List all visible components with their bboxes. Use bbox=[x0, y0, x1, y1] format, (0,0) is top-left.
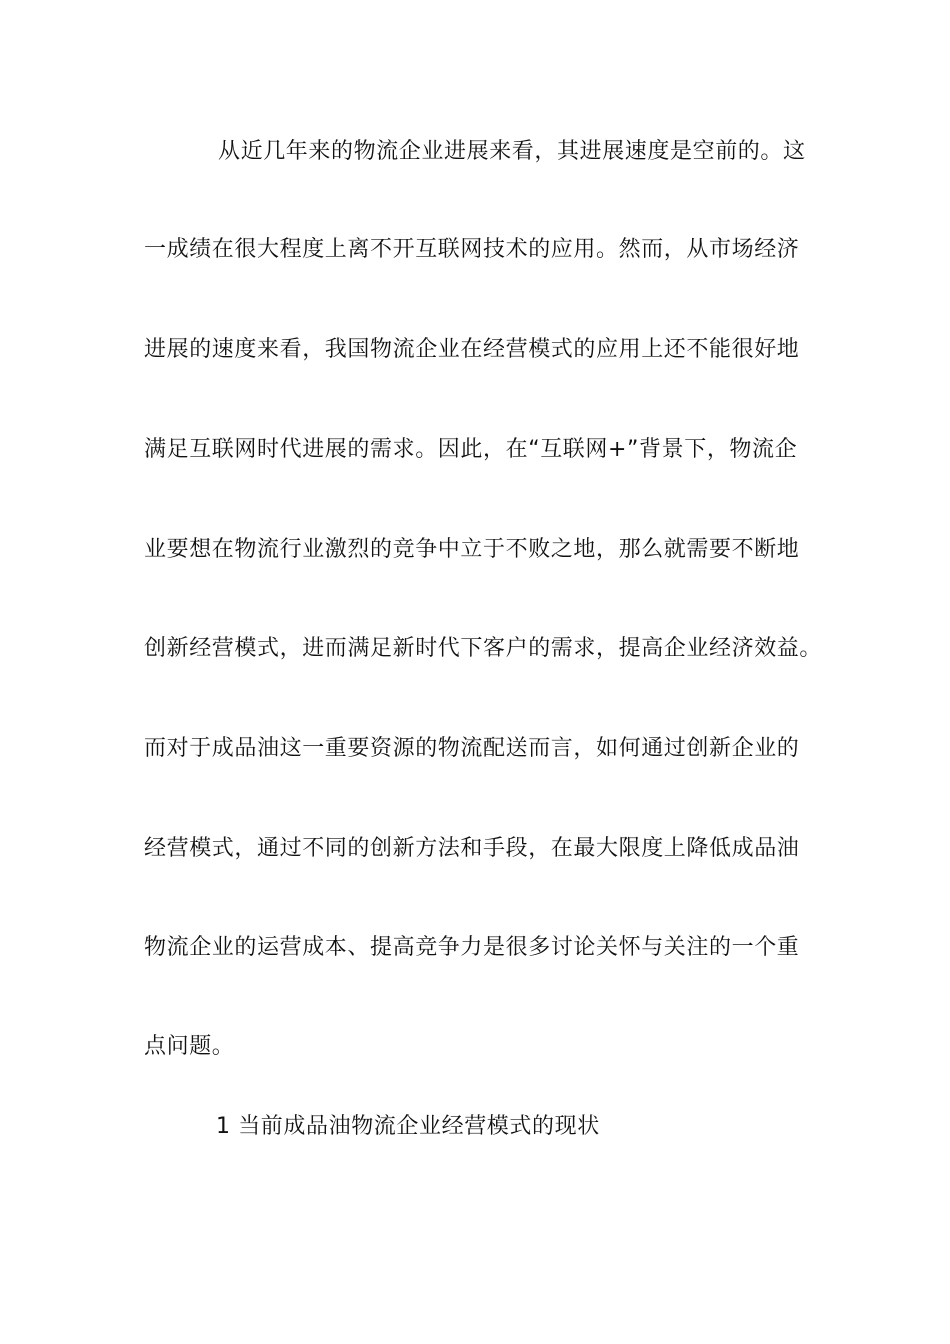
paragraph-line-1: 从近几年来的物流企业进展来看，其进展速度是空前的。这 bbox=[218, 139, 806, 164]
paragraph-line-5: 业要想在物流行业激烈的竞争中立于不败之地，那么就需要不断地 bbox=[144, 537, 800, 562]
paragraph-line-2: 一成绩在很大程度上离不开互联网技术的应用。然而，从市场经济 bbox=[144, 237, 800, 262]
paragraph-line-8: 经营模式，通过不同的创新方法和手段，在最大限度上降低成品油 bbox=[144, 836, 800, 861]
paragraph-line-3: 进展的速度来看，我国物流企业在经营模式的应用上还不能很好地 bbox=[144, 337, 800, 362]
paragraph-line-4: 满足互联网时代进展的需求。因此，在“互联网+”背景下，物流企 bbox=[144, 437, 798, 462]
paragraph-line-6: 创新经营模式，进而满足新时代下客户的需求，提高企业经济效益。 bbox=[144, 636, 823, 661]
paragraph-line-7: 而对于成品油这一重要资源的物流配送而言，如何通过创新企业的 bbox=[144, 736, 800, 761]
paragraph-line-10: 点问题。 bbox=[144, 1034, 235, 1059]
section-heading: 1 当前成品油物流企业经营模式的现状 bbox=[216, 1114, 600, 1139]
paragraph-line-9: 物流企业的运营成本、提高竞争力是很多讨论关怀与关注的一个重 bbox=[144, 935, 800, 960]
